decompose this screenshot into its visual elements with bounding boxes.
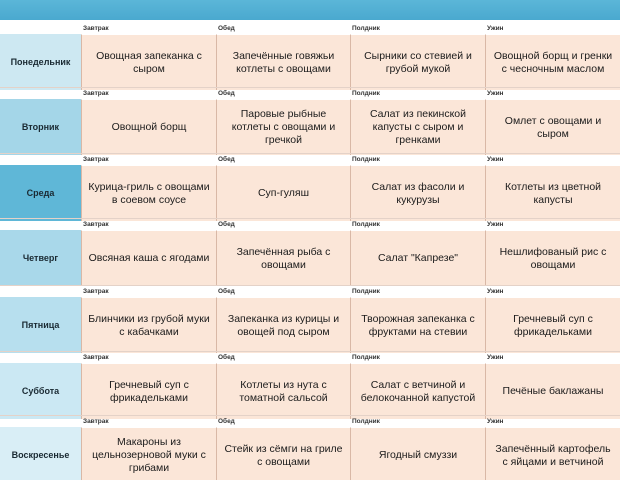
meal-column-header: Обед <box>218 418 235 425</box>
meal-column-header: Полдник <box>352 156 380 163</box>
meal-cell: Салат из пекинской капусты с сыром и гренками <box>350 99 485 155</box>
meal-cell: Сырники со стевией и грубой мукой <box>350 34 485 90</box>
meal-cell: Суп-гуляш <box>216 165 350 221</box>
meal-cell: Гречневый суп с фрикадельками <box>485 297 620 353</box>
row-separator <box>0 415 620 416</box>
meal-column-header: Ужин <box>487 288 504 295</box>
meal-cell: Котлеты из цветной капусты <box>485 165 620 221</box>
meal-cell: Салат с ветчиной и белокочанной капустой <box>350 363 485 419</box>
meal-cell: Паровые рыбные котлеты с овощами и гречкой <box>216 99 350 155</box>
day-row <box>0 89 620 155</box>
meal-column-header: Полдник <box>352 25 380 32</box>
meal-cell: Омлет с овощами и сыром <box>485 99 620 155</box>
meal-cell: Запеканка из курицы и овощей под сыром <box>216 297 350 353</box>
meal-column-header: Ужин <box>487 156 504 163</box>
meal-cell: Овощной борщ и гренки с чесночным маслом <box>485 34 620 90</box>
meal-cell: Запечённая рыба с овощами <box>216 230 350 286</box>
meal-cell: Салат "Капрезе" <box>350 230 485 286</box>
day-row <box>0 353 620 419</box>
meal-cell: Творожная запеканка с фруктами на стевии <box>350 297 485 353</box>
meal-cell: Запечённый картофель с яйцами и ветчиной <box>485 427 620 480</box>
meal-column-header: Ужин <box>487 354 504 361</box>
day-row <box>0 155 620 221</box>
row-separator <box>0 285 620 286</box>
meal-column-header: Обед <box>218 25 235 32</box>
meal-column-header: Ужин <box>487 25 504 32</box>
header-band <box>0 0 620 20</box>
meal-cell: Гречневый суп с фрикадельками <box>81 363 216 419</box>
meal-column-header: Полдник <box>352 354 380 361</box>
meal-column-header: Ужин <box>487 90 504 97</box>
day-name: Понедельник <box>0 34 81 90</box>
day-name: Пятница <box>0 297 81 353</box>
day-row <box>0 220 620 286</box>
meal-cell: Овощной борщ <box>81 99 216 155</box>
day-name: Четверг <box>0 230 81 286</box>
meal-cell: Печёные баклажаны <box>485 363 620 419</box>
meal-column-header: Полдник <box>352 288 380 295</box>
meal-cell: Котлеты из нута с томатной сальсой <box>216 363 350 419</box>
meal-cell: Блинчики из грубой муки с кабачками <box>81 297 216 353</box>
meal-cell: Макароны из цельнозерновой муки с грибами <box>81 427 216 480</box>
meal-column-header: Обед <box>218 221 235 228</box>
meal-column-header: Ужин <box>487 221 504 228</box>
day-row <box>0 417 620 480</box>
day-name: Среда <box>0 165 81 221</box>
meal-cell: Салат из фасоли и кукурузы <box>350 165 485 221</box>
day-row <box>0 287 620 353</box>
meal-column-header: Полдник <box>352 221 380 228</box>
meal-cell: Запечённые говяжьи котлеты с овощами <box>216 34 350 90</box>
meal-column-header: Обед <box>218 156 235 163</box>
meal-column-header: Обед <box>218 90 235 97</box>
row-separator <box>0 87 620 88</box>
meal-cell: Стейк из сёмги на гриле с овощами <box>216 427 350 480</box>
meal-column-header: Завтрак <box>83 354 109 361</box>
meal-column-header: Завтрак <box>83 288 109 295</box>
row-separator <box>0 351 620 352</box>
day-row <box>0 24 620 90</box>
meal-column-header: Обед <box>218 288 235 295</box>
meal-cell: Нешлифованый рис с овощами <box>485 230 620 286</box>
day-name: Суббота <box>0 363 81 419</box>
meal-cell: Овощная запеканка с сыром <box>81 34 216 90</box>
meal-cell: Овсяная каша с ягодами <box>81 230 216 286</box>
meal-column-header: Обед <box>218 354 235 361</box>
row-separator <box>0 218 620 219</box>
meal-column-header: Полдник <box>352 90 380 97</box>
meal-column-header: Полдник <box>352 418 380 425</box>
meal-column-header: Завтрак <box>83 221 109 228</box>
meal-cell: Курица-гриль с овощами в соевом соусе <box>81 165 216 221</box>
meal-column-header: Завтрак <box>83 25 109 32</box>
meal-column-header: Ужин <box>487 418 504 425</box>
meal-column-header: Завтрак <box>83 156 109 163</box>
row-separator <box>0 153 620 154</box>
meal-column-header: Завтрак <box>83 90 109 97</box>
day-name: Вторник <box>0 99 81 155</box>
day-name: Воскресенье <box>0 427 81 480</box>
meal-column-header: Завтрак <box>83 418 109 425</box>
meal-cell: Ягодный смуззи <box>350 427 485 480</box>
